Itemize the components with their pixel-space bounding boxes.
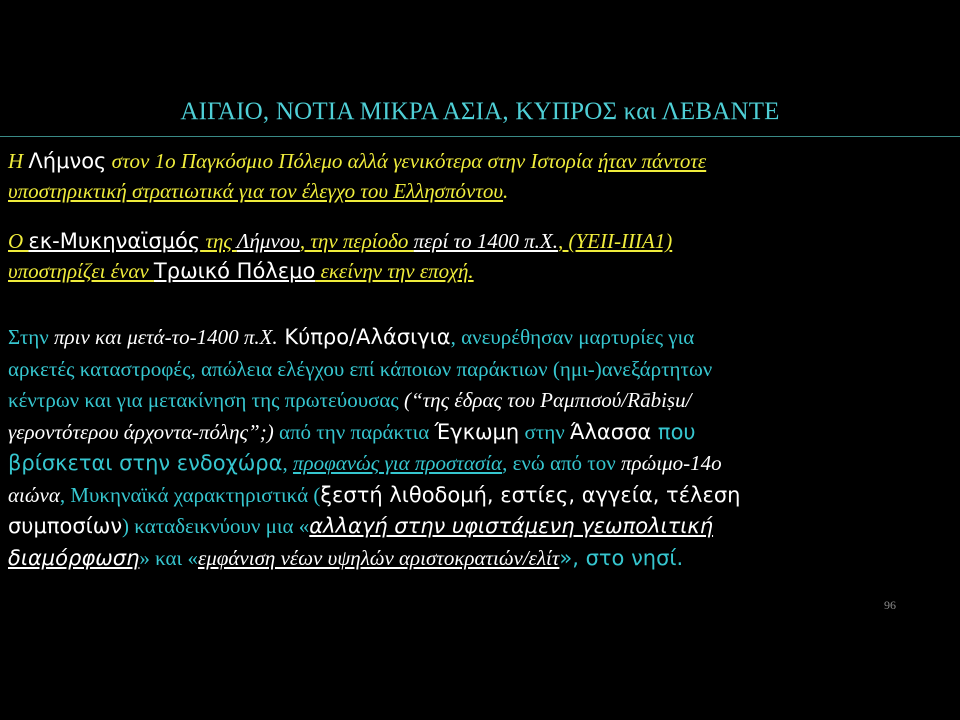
text-run: περί το 1400 π.Χ. (413, 229, 558, 253)
text-run: διαμόρφωση (8, 545, 140, 570)
text-line (8, 256, 948, 286)
text-run: προφανώς για προστασία (292, 451, 503, 475)
text-run: υποστηρικτική στρατιωτικά για τον έλεγχο του Ελλησπόντου (8, 179, 504, 203)
text-run: , Μυκηναϊκά χαρακτηριστικά ( (59, 482, 321, 507)
text-run: Έγκωμη (434, 419, 520, 444)
text-line (8, 511, 948, 543)
text-run: Η (8, 149, 29, 173)
text-run: αλλαγή στην υφιστάμενη γεωπολιτική (309, 514, 714, 538)
text-line (8, 146, 948, 176)
text-run: ) καταδεικνύουν μια « (122, 514, 310, 538)
text-line (8, 322, 948, 354)
text-run: , ανευρέθησαν μαρτυρίες για (450, 325, 695, 349)
text-run: Ο (8, 229, 29, 253)
text-run: ξεστή λιθοδομή, εστίες, αγγεία, τέλεση (320, 482, 741, 507)
text-run: συμποσίων (8, 514, 123, 538)
paragraph-lemnos-trojan-war (8, 226, 948, 286)
text-run: , (ΥΕΙΙ-ΙΙΙΑ1) (557, 229, 673, 253)
text-run: Λήμνου (236, 229, 300, 253)
text-run: στον 1ο Παγκόσμιο Πόλεμο αλλά γενικότερα στην Ιστορία (106, 149, 598, 173)
text-run: βρίσκεται στην ενδοχώρα (8, 451, 283, 475)
text-run: εμφάνιση νέων υψηλών αριστοκρατιών/ελίτ (197, 545, 560, 570)
text-line (8, 448, 948, 480)
text-run: Άλασσα (569, 419, 652, 444)
text-run: κέντρων και για μετακίνηση της πρωτεύουσας (8, 388, 399, 412)
text-line (8, 543, 948, 575)
slide-title: ΑΙΓΑΙΟ, ΝΟΤΙΑ ΜΙΚΡΑ ΑΣΙΑ, ΚΥΠΡΟΣ και ΛΕΒΑΝΤΕ (180, 98, 780, 125)
text-line (8, 385, 948, 417)
text-run: Κύπρο/Αλάσιγια (277, 325, 451, 349)
text-run: Λήμνος (28, 149, 107, 173)
text-run: εκ-Μυκηναϊσμός (28, 229, 201, 253)
text-run: ήταν πάντοτε (598, 149, 707, 173)
text-run: από την παράκτια (273, 419, 435, 444)
text-run: αιώνα (8, 482, 60, 507)
text-run: Τρωικό Πόλεμο (153, 259, 316, 283)
text-run: », στο νησί. (559, 545, 684, 570)
text-line (8, 176, 948, 206)
text-run: υποστηρίζει έναν (8, 259, 154, 283)
text-line (8, 417, 948, 449)
text-run: » και « (139, 545, 198, 570)
text-line (8, 480, 948, 512)
text-line (8, 226, 948, 256)
text-run: της (200, 229, 237, 253)
paragraph-cyprus-alashiya (8, 322, 948, 574)
text-run: Στην (8, 325, 55, 349)
text-run: . (503, 179, 509, 203)
text-run: πρώιμο-14ο (621, 451, 722, 475)
text-run: που (651, 419, 696, 444)
text-run: , (282, 451, 293, 475)
title-divider (0, 136, 960, 137)
text-run: στην (519, 419, 570, 444)
text-run: αρκετές καταστροφές, απώλεια ελέγχου επί κάποιων παράκτιων (ημι-)ανεξάρτητων (8, 356, 713, 381)
text-run: εκείνην την εποχή. (315, 259, 474, 283)
page-number: 96 (884, 598, 896, 612)
text-run: γεροντότερου άρχοντα-πόλης”;) (8, 419, 274, 444)
text-run: (“της έδρας του Ραμπισού/Rābiṣu/ (398, 388, 692, 412)
text-run: , ενώ από τον (502, 451, 621, 475)
text-line (8, 354, 948, 386)
text-run: , την περίοδο (299, 229, 414, 253)
paragraph-lemnos-ww1 (8, 146, 948, 206)
text-run: πριν και μετά-το-1400 π.Χ. (54, 325, 278, 349)
